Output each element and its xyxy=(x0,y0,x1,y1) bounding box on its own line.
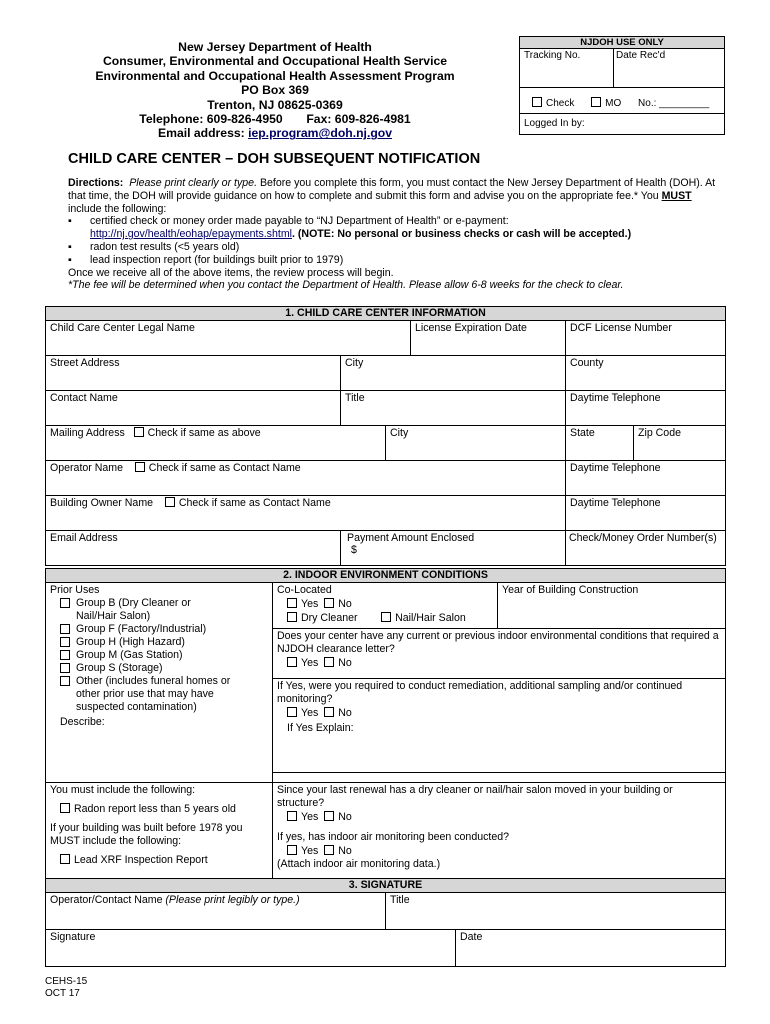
header-line: New Jersey Department of Health xyxy=(178,40,372,54)
year-built-field[interactable] xyxy=(498,583,726,629)
conditions-yes-checkbox[interactable] xyxy=(287,657,297,667)
year-built-label: Year of Building Construction xyxy=(502,584,639,596)
radon-option[interactable] xyxy=(50,803,268,816)
contact-name-label: Contact Name xyxy=(50,392,118,404)
prior-use-option[interactable] xyxy=(60,649,268,662)
directions-italic: Please print clearly or type. xyxy=(129,177,258,189)
prior-use-option[interactable] xyxy=(60,662,268,675)
must-include-label: You must include the following: xyxy=(50,784,196,796)
remediation-question: If Yes, were you required to conduct remediation, additional sampling and/or continued monitoring? xyxy=(277,680,683,705)
bullet-2-text: radon test results (<5 years old) xyxy=(90,240,240,253)
colocated-yes-checkbox[interactable] xyxy=(287,598,297,608)
section-3-title: 3. SIGNATURE xyxy=(46,879,726,893)
group-s-checkbox[interactable] xyxy=(60,663,70,673)
header-line: Trenton, NJ 08625-0369 xyxy=(207,97,343,112)
mailing-address-label: Mailing Address xyxy=(50,427,125,439)
bullet-3-text: lead inspection report (for buildings built prior to 1979) xyxy=(90,253,344,266)
yes-label: Yes xyxy=(301,657,319,669)
group-f-checkbox[interactable] xyxy=(60,624,70,634)
state-label: State xyxy=(570,427,595,439)
owner-same-checkbox[interactable] xyxy=(165,497,175,507)
signature-title-label: Title xyxy=(390,894,410,906)
contact-telephone-field[interactable] xyxy=(566,391,726,426)
license-exp-field[interactable] xyxy=(411,321,566,356)
legal-name-field[interactable] xyxy=(46,321,411,356)
bullet-item xyxy=(68,241,718,254)
colocated-label: Co-Located xyxy=(277,584,332,596)
check-number-field[interactable] xyxy=(566,531,726,566)
prior-use-label: Group B (Dry Cleaner or xyxy=(76,597,191,609)
prior-use-option[interactable] xyxy=(60,623,268,636)
yes-label: Yes xyxy=(301,811,319,823)
agency-header xyxy=(40,40,510,141)
contact-title-field[interactable] xyxy=(341,391,566,426)
bullet-mark: ▪ xyxy=(68,240,72,253)
form-code: CEHS-15 xyxy=(45,976,88,987)
conditions-yes-no xyxy=(277,657,721,670)
directions xyxy=(68,177,718,292)
prior-use-label: other prior use that may have xyxy=(76,688,214,700)
date-label: Date xyxy=(460,931,483,943)
header-line: Environmental and Occupational Health Assessment Program xyxy=(95,68,455,83)
bullet-1-note: . (NOTE: No personal or business checks or cash will be accepted.) xyxy=(292,228,632,241)
prior-uses-cell xyxy=(46,583,273,783)
operator-same-label: Check if same as Contact Name xyxy=(148,462,301,474)
header-line: Consumer, Environmental and Occupational Health Service xyxy=(102,54,448,69)
monitoring-yes-no xyxy=(277,845,721,858)
renewal-yes-checkbox[interactable] xyxy=(287,811,297,821)
prior-use-label: Group F (Factory/Industrial) xyxy=(76,623,207,635)
logged-in-by-label: Logged In by: xyxy=(520,113,724,133)
remediation-no-checkbox[interactable] xyxy=(324,707,334,717)
no-label: No xyxy=(338,657,352,669)
renewal-yes-no xyxy=(277,811,721,824)
email-address-label: Email Address xyxy=(50,532,118,544)
street-address-label: Street Address xyxy=(50,357,120,369)
yes-label: Yes xyxy=(301,845,319,857)
prior-use-label: suspected contamination) xyxy=(76,701,197,713)
city-label: City xyxy=(345,357,364,369)
directions-after: Once we receive all of the above items, the review process will begin. xyxy=(68,266,394,279)
fee-note: *The fee will be determined when you contact the Department of Health. Please allow 6-8 weeks for the check to clear. xyxy=(68,279,624,292)
prior-use-option[interactable] xyxy=(60,636,268,649)
owner-name-field[interactable] xyxy=(46,496,566,531)
payment-amount-field[interactable] xyxy=(341,531,566,566)
bullet-item xyxy=(68,254,718,267)
if-yes-explain-label: If Yes Explain: xyxy=(287,722,354,734)
prior-use-option[interactable] xyxy=(60,597,268,623)
section-2-table xyxy=(45,568,726,883)
section-3-table xyxy=(45,878,726,967)
payment-type-row xyxy=(532,97,709,109)
section-2-title: 2. INDOOR ENVIRONMENT CONDITIONS xyxy=(46,569,726,583)
directions-label: Directions: xyxy=(68,177,124,189)
street-address-field[interactable] xyxy=(46,356,341,391)
office-use-title: NJDOH USE ONLY xyxy=(520,37,724,49)
other-use-checkbox[interactable] xyxy=(60,676,70,686)
prior-uses-label: Prior Uses xyxy=(50,584,100,596)
operator-telephone-field[interactable] xyxy=(566,461,726,496)
renewal-no-checkbox[interactable] xyxy=(324,811,334,821)
group-b-checkbox[interactable] xyxy=(60,598,70,608)
dcf-license-field[interactable] xyxy=(566,321,726,356)
form-footer xyxy=(45,976,87,1000)
group-h-checkbox[interactable] xyxy=(60,637,70,647)
nail-salon-label: Nail/Hair Salon xyxy=(395,612,466,624)
bullet-mark: ▪ xyxy=(68,215,72,228)
operator-name-field[interactable] xyxy=(46,461,566,496)
owner-telephone-field[interactable] xyxy=(566,496,726,531)
contact-name-field[interactable] xyxy=(46,391,341,426)
no-label: No xyxy=(338,707,352,719)
spacer-cell xyxy=(273,773,726,783)
county-field[interactable] xyxy=(566,356,726,391)
form-date: OCT 17 xyxy=(45,988,80,999)
directions-must: MUST xyxy=(661,189,692,202)
city-field[interactable] xyxy=(341,356,566,391)
remediation-question-cell xyxy=(273,679,726,773)
prior-use-option[interactable] xyxy=(60,675,268,714)
mo-checkbox[interactable] xyxy=(591,97,601,107)
section-1-title: 1. CHILD CARE CENTER INFORMATION xyxy=(46,307,726,321)
section-1-table xyxy=(45,306,726,566)
dry-cleaner-label: Dry Cleaner xyxy=(301,612,358,624)
yes-label: Yes xyxy=(301,598,319,610)
no-label: No xyxy=(338,811,352,823)
monitoring-yes-checkbox[interactable] xyxy=(287,845,297,855)
check-number-label: Check/Money Order Number(s) xyxy=(569,532,717,544)
dcf-license-label: DCF License Number xyxy=(570,322,672,334)
epayment-link[interactable]: http://nj.gov/health/eohap/epayments.shtml xyxy=(90,228,292,241)
renewal-question: Since your last renewal has a dry cleaner or nail/hair salon moved in your building or structure? xyxy=(277,784,673,809)
form-title: CHILD CARE CENTER – DOH SUBSEQUENT NOTIFICATION xyxy=(68,151,481,167)
colocated-cell xyxy=(273,583,498,629)
prior-use-label: Group S (Storage) xyxy=(76,662,163,674)
owner-same-label: Check if same as Contact Name xyxy=(178,497,331,509)
zip-field[interactable] xyxy=(634,426,726,461)
mailing-address-field[interactable] xyxy=(46,426,386,461)
group-m-checkbox[interactable] xyxy=(60,650,70,660)
yes-label: Yes xyxy=(301,707,319,719)
mailing-city-label: City xyxy=(390,427,409,439)
monitoring-no-checkbox[interactable] xyxy=(324,845,334,855)
colocated-no-checkbox[interactable] xyxy=(324,598,334,608)
lead-option[interactable] xyxy=(50,854,268,867)
lead-checkbox[interactable] xyxy=(60,854,70,864)
mo-label: MO xyxy=(605,98,622,109)
radon-label: Radon report less than 5 years old xyxy=(74,803,236,815)
operator-contact-name-field[interactable] xyxy=(46,893,386,930)
attach-note: (Attach indoor air monitoring data.) xyxy=(277,858,441,870)
colocated-yes-no xyxy=(277,598,493,611)
bullet-1-text: certified check or money order made payable to “NJ Department of Health” or e-payment: xyxy=(90,215,509,228)
bullet-mark: ▪ xyxy=(68,253,72,266)
monitoring-question: If yes, has indoor air monitoring been conducted? xyxy=(277,831,510,843)
owner-telephone-label: Daytime Telephone xyxy=(570,497,661,509)
requirements-cell xyxy=(46,783,273,883)
contact-title-label: Title xyxy=(345,392,365,404)
number-label: No.: _________ xyxy=(638,98,710,109)
no-label: No xyxy=(338,845,352,857)
prior-uses-list xyxy=(50,597,268,729)
directions-text-2: include the following: xyxy=(68,202,167,215)
same-as-above-checkbox[interactable] xyxy=(134,427,144,437)
remediation-yes-checkbox[interactable] xyxy=(287,707,297,717)
email-address-field[interactable] xyxy=(46,531,341,566)
operator-name-label: Operator Name xyxy=(50,462,124,474)
operator-telephone-label: Daytime Telephone xyxy=(570,462,661,474)
zip-label: Zip Code xyxy=(638,427,681,439)
op-name-italic: (Please print legibly or type.) xyxy=(165,894,300,906)
op-name-label: Operator/Contact Name xyxy=(50,894,166,906)
no-label: No xyxy=(338,598,352,610)
conditions-question: Does your center have any current or previous indoor environmental conditions that required a NJDOH clearance letter? xyxy=(277,630,719,655)
header-email-line xyxy=(40,126,510,140)
check-checkbox[interactable] xyxy=(532,97,542,107)
prior-use-label: Group H (High Hazard) xyxy=(76,636,185,648)
tracking-no-label: Tracking No. xyxy=(520,49,614,87)
prior-use-label: Nail/Hair Salon) xyxy=(76,610,151,622)
conditions-no-checkbox[interactable] xyxy=(324,657,334,667)
directions-paragraph xyxy=(68,177,718,215)
describe-label: Describe: xyxy=(60,716,105,728)
email-label: Email address: xyxy=(157,126,249,141)
signature-title-field[interactable] xyxy=(386,893,726,930)
prior-use-label: Other (includes funeral homes or xyxy=(76,675,231,687)
dollar-sign: $ xyxy=(351,544,357,556)
office-use-box xyxy=(519,36,725,135)
mailing-city-field[interactable] xyxy=(386,426,566,461)
prior-use-label: Group M (Gas Station) xyxy=(76,649,183,661)
license-exp-label: License Expiration Date xyxy=(415,322,527,334)
lead-label: Lead XRF Inspection Report xyxy=(74,854,208,866)
signature-label: Signature xyxy=(50,931,96,943)
signature-field[interactable] xyxy=(46,930,456,967)
date-field[interactable] xyxy=(456,930,726,967)
directions-text-1: Before you complete this form, you must contact the New Jersey Department of Health (DOH). At that time, the DOH will provide guidance on how to complete and submit this form and advise you on the appropriate fee.* You xyxy=(68,177,716,202)
legal-name-label: Child Care Center Legal Name xyxy=(50,322,195,334)
date-recd-label: Date Rec'd xyxy=(616,50,666,61)
operator-same-checkbox[interactable] xyxy=(135,462,145,472)
tracking-row xyxy=(520,49,724,88)
check-label: Check xyxy=(546,98,575,109)
owner-name-label: Building Owner Name xyxy=(50,497,154,509)
contact-telephone-label: Daytime Telephone xyxy=(570,392,661,404)
renewal-question-cell xyxy=(273,783,726,883)
state-field[interactable] xyxy=(566,426,634,461)
county-label: County xyxy=(570,357,604,369)
header-line: PO Box 369 xyxy=(241,83,309,98)
conditions-question-cell xyxy=(273,629,726,679)
radon-checkbox[interactable] xyxy=(60,803,70,813)
colocated-types xyxy=(277,612,493,625)
email-link[interactable]: iep.program@doh.nj.gov xyxy=(248,126,392,141)
bullet-item xyxy=(68,215,718,241)
built-before-label: If your building was built before 1978 you MUST include the following: xyxy=(50,822,243,847)
remediation-yes-no xyxy=(277,707,721,720)
dry-cleaner-checkbox[interactable] xyxy=(287,612,297,622)
header-line: Telephone: 609-826-4950 Fax: 609-826-4981 xyxy=(139,112,411,127)
payment-amount-label: Payment Amount Enclosed xyxy=(347,532,475,544)
nail-salon-checkbox[interactable] xyxy=(381,612,391,622)
same-as-above-label: Check if same as above xyxy=(147,427,261,439)
